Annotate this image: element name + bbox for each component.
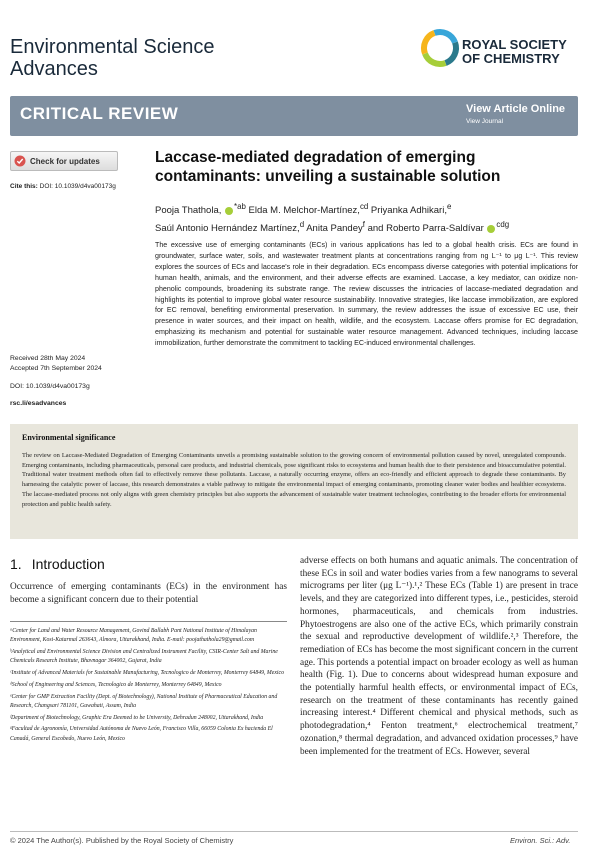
journal-abbrev: Environ. Sci.: Adv.	[510, 836, 571, 845]
author-affil-sup: cdg	[496, 220, 510, 230]
author-affil-sup: f	[362, 220, 365, 230]
section-heading	[10, 556, 105, 572]
significance-text: The review on Laccase-Mediated Degradation of Emerging Contaminants unveils a promising sustainable solution to the growing concern of environmental pollution caused by novel, unregulated compounds. Emerging contaminants, including pharmaceuticals, personal care products, and industrial chemicals, pose significant risks to ecosystems and human health due to their persistence and bioaccumulative potential. Traditional water treatment methods often fail to effectively remove these pollutants. Laccase, a naturally occurring enzyme, offers an eco-friendly and efficient approach to degrade these contaminants. By harnessing the catalytic power of laccase, this research demonstrates a viable pathway to mitigate the environmental impact of emerging contaminants, promoting cleaner water bodies and healthier ecosystems. The laccase-mediated process not only aligns with green chemistry principles but also supports the advancement of sustainable water treatment technologies, contributing to the broader efforts for environmental protection and public health safety.	[22, 452, 566, 508]
footnote-divider	[10, 621, 287, 622]
received-date: Received 28th May 2024	[10, 355, 86, 362]
publisher-line2: OF CHEMISTRY	[462, 51, 560, 66]
publisher-name	[462, 38, 567, 66]
author-name[interactable]: Anita Pandey	[304, 223, 363, 235]
orcid-icon[interactable]	[225, 207, 233, 215]
author-name[interactable]: and Roberto Parra-Saldívar	[364, 223, 484, 235]
affiliation: ᵈSchool of Engineering and Sciences, Tecnologico de Monterrey, Monterrey 64849, Mexico	[10, 681, 222, 688]
author-affil-sup: cd	[359, 202, 369, 211]
accepted-date: Accepted 7th September 2024	[10, 365, 102, 372]
body-column-right: adverse effects on both humans and aquatic animals. The concentration of these ECs in soil and water bodies varies from a few nanograms to several micrograms per liter (μg L⁻¹).¹,² These ECs (Table 1) are present in trace levels, and they are categorized into different types, i.e., pesticides, steroid hormones, pharmaceuticals, and chemicals from industries. Phytoestrogens are also one of the active ECs, which primarily constrain the sexual and reproductive development of wildlife.²,³ Therefore, the remediation of ECs has become the most significant concern in the current age. This portends a potential impact on broader ecology as well as human health (Fig. 1). Due to concerns about widespread human exposure and the potentially harmful health effects, or environmental impact of ECs, research on the treatment of these contaminants has recently gained increasing interest.⁴ Different chemical and physical methods, such as photodegradation,⁴ Fenton treatment,⁶ electrochemical treatment,⁷ ozonation,⁸ thermal degradation, and advanced oxidation processes,⁹ have been implemented for the treatment of ECs. However, several	[300, 556, 578, 757]
author-affil-sup: e	[446, 202, 452, 211]
author-list	[155, 200, 575, 236]
footer-divider	[10, 831, 578, 832]
section-number: 1.	[10, 556, 22, 572]
check-for-updates-label: Check for updates	[30, 156, 100, 166]
journal-title	[10, 36, 215, 80]
intro-paragraph: Occurrence of emerging contaminants (ECs) in the environment has become a significant concern due to their potential	[10, 582, 287, 605]
check-updates-icon	[14, 155, 26, 167]
affiliation: ᵃCenter for Land and Water Resource Management, Govind Ballabh Pant National Institute of Himalayan Environment, Kosi-Katarmal 263643, Almora, Uttarakhand, India. E-mail: poojathathola29@gmail.com	[10, 628, 257, 644]
orcid-icon[interactable]	[487, 225, 495, 233]
affiliation: ᶠDepartment of Biotechnology, Graphic Era Deemed to be University, Dehradun 248002, Uttarakhand, India	[10, 714, 264, 721]
affiliation: ᵍFacultad de Agronomía, Universidad Autónoma de Nuevo León, Francisco Villa, 66059 Colonia Ex hacienda El Canadá, General Escobedo, Nuevo León, Mexico	[10, 726, 273, 742]
cite-label: Cite this:	[10, 183, 38, 190]
affiliation: ᵉCenter for GMP Extraction Facility (Dept. of Biotechnology), National Institute of Pharmaceutical Education and Research, Changsari 781101, Guwahati, Assam, India	[10, 693, 278, 709]
author-affil-sup: *ab	[234, 202, 246, 211]
article-type: CRITICAL REVIEW	[20, 104, 179, 123]
article-title: Laccase-mediated degradation of emerging contaminants: unveiling a sustainable solution	[155, 149, 501, 185]
section-title: Introduction	[31, 556, 105, 572]
journal-title-line2: Advances	[10, 58, 98, 80]
author-name[interactable]: Elda M. Melchor-Martínez,	[245, 205, 360, 217]
article-history	[10, 354, 102, 409]
author-name[interactable]: Pooja Thathola,	[155, 205, 222, 217]
publisher-line1: ROYAL SOCIETY	[462, 37, 567, 52]
author-affil-sup: d	[299, 220, 305, 230]
article-doi[interactable]: DOI: 10.1039/d4va00173g	[10, 383, 90, 390]
affiliations	[10, 627, 287, 746]
author-name[interactable]: Priyanka Adhikari,	[368, 205, 447, 217]
abstract: The excessive use of emerging contaminants (ECs) in various applications has led to a global health crisis. ECs are found in groundwater, surface water, soils, and wastewater treatment plants at concentrations ranging from ng L⁻¹ to μg L⁻¹. This review explores the sources of ECs and laccase's role in their degradation. ECs encompass diverse categories with potential implications for human health, animals, and the environment, and their adverse effects are examined. Laccase, a key mediator, can oxidize non-phenolic compounds, broadening its substrate range. The review discusses the intricacies of laccase-mediated degradation and highlights its potential to improve global water resource sustainability. Innovative strategies, like laccase immobilization, are explored for EC removal, benefiting environmental preservation. In summary, the review addresses the issue of excessive EC use, their presence in water sources, and their impact on health, wildlife, and the ecosystem. Laccase offers promise for EC degradation, emphasizing its mechanism and potential for sustainable water resource management. Advanced techniques, including laccase immobilization, further demonstrate the commitment to tackling EC-induced environmental challenges.	[155, 241, 578, 348]
cite-this	[10, 183, 116, 190]
view-article-online-link[interactable]: View Article Online	[466, 103, 566, 115]
affiliation: ᵇAnalytical and Environmental Science Division and Centralized Instrument Facility, CSIR-Center Salt and Marine Chemicals Research Institute, Bhavnagar 364002, Gujarat, India	[10, 649, 278, 665]
author-name[interactable]: Saúl Antonio Hernández Martínez,	[155, 223, 300, 235]
check-for-updates-button[interactable]	[10, 151, 118, 171]
significance-heading: Environmental significance	[22, 433, 116, 442]
copyright: © 2024 The Author(s). Published by the Royal Society of Chemistry	[10, 836, 234, 845]
view-journal-link[interactable]: View Journal	[466, 118, 504, 125]
affiliation: ᶜInstitute of Advanced Materials for Sustainable Manufacturing, Tecnologico de Monterrey, Monterrey 64849, Mexico	[10, 670, 284, 676]
journal-title-line1: Environmental Science	[10, 36, 215, 58]
cite-doi[interactable]: DOI: 10.1039/d4va00173g	[39, 183, 116, 190]
journal-url-link[interactable]: rsc.li/esadvances	[10, 400, 67, 407]
